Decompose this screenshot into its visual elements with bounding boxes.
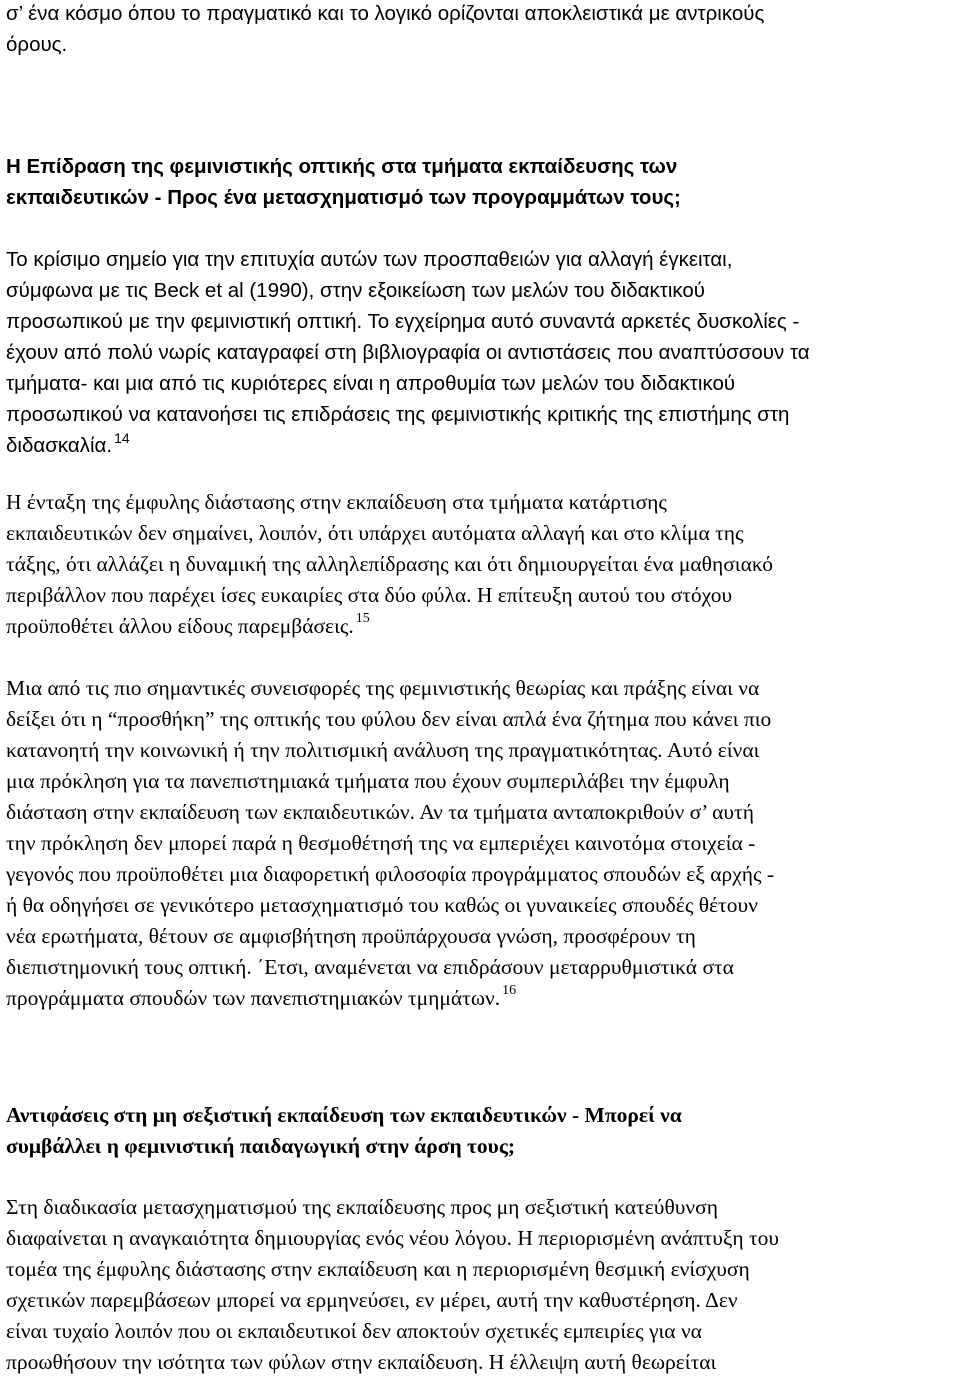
text-line: προσωπικού με την φεμινιστική οπτική. Το εγχείρημα αυτό συναντά αρκετές δυσκολίες -	[6, 310, 800, 333]
text-line: ή θα οδηγήσει σε γενικότερο μετασχηματισμό του καθώς οι γυναικείες σπουδές θέτουν	[6, 893, 758, 917]
text-line: προγράμματα σπουδών των πανεπιστημιακών τμημάτων. $^{16}$	[6, 983, 517, 1010]
text-line: σύμφωνα με τις Beck et al (1990), στην εξοικείωση των μελών του διδακτικού	[6, 279, 705, 302]
text-line: περιβάλλον που παρέχει ίσες ευκαιρίες στα δύο φύλα. Η επίτευξη αυτού του στόχου	[6, 583, 733, 607]
heading-line: Η Επίδραση της φεμινιστικής οπτικής στα τμήματα εκπαίδευσης των	[6, 155, 678, 178]
text-line: τάξης, ότι αλλάζει η δυναμική της αλληλεπίδρασης και ότι δημιουργείται ένα μαθησιακό	[6, 552, 773, 576]
text-line: διαφαίνεται η αναγκαιότητα δημιουργίας ενός νέου λόγου. Η περιορισμένη ανάπτυξη του	[6, 1226, 780, 1250]
text-line: τομέα της έμφυλης διάστασης στην εκπαίδευση και η περιορισμένη θεσμική ενίσχυση	[6, 1257, 750, 1281]
text-line: Στη διαδικασία μετασχηματισμού της εκπαίδευσης προς μη σεξιστική κατεύθυνση	[6, 1195, 718, 1219]
paragraph-critical-point	[6, 244, 956, 461]
text-line: διάσταση στην εκπαίδευση των εκπαιδευτικών. Αν τα τμήματα ανταποκριθούν σ’ αυτή	[6, 800, 754, 824]
footnote-marker: 15	[355, 611, 370, 626]
text-line: έχουν από πολύ νωρίς καταγραφεί στη βιβλιογραφία οι αντιστάσεις που αναπτύσσουν τα	[6, 341, 810, 364]
text-line: διδασκαλία. $^{14}$	[6, 430, 130, 457]
text-line: σ’ ένα κόσμο όπου το πραγματικό και το λογικό ορίζονται αποκλειστικά με αντρικούς	[6, 2, 765, 25]
text-line: κατανοητή την κοινωνική ή την πολιτισμική ανάλυση της πραγματικότητας. Αυτό είναι	[6, 738, 760, 762]
text-line: τμήματα- και μια από τις κυριότερες είναι η απροθυμία των μελών του διδακτικού	[6, 372, 736, 395]
footnote-marker: 16	[502, 983, 517, 998]
text-line: προϋποθέτει άλλου είδους παρεμβάσεις. $^{15}$	[6, 611, 370, 638]
text-line: Το κρίσιμο σημείο για την επιτυχία αυτών των προσπαθειών για αλλαγή έγκειται,	[6, 248, 733, 271]
text-line: Η ένταξη της έμφυλης διάστασης στην εκπαίδευση στα τμήματα κατάρτισης	[6, 490, 667, 514]
section-heading-contradictions	[6, 1100, 956, 1162]
text-line: γεγονός που προϋποθέτει μια διαφορετική φιλοσοφία προγράμματος σπουδών εξ αρχής -	[6, 862, 775, 886]
paragraph-feminist-contribution	[6, 673, 956, 1014]
text-line: είναι τυχαίο λοιπόν που οι εκπαιδευτικοί δεν αποκτούν σχετικές εμπειρίες για να	[6, 1319, 702, 1343]
text-line: εκπαιδευτικών δεν σημαίνει, λοιπόν, ότι υπάρχει αυτόματα αλλαγή και στο κλίμα της	[6, 521, 744, 545]
paragraph-transformation-process	[6, 1192, 956, 1378]
heading-line: εκπαιδευτικών - Προς ένα μετασχηματισμό των προγραμμάτων τους;	[6, 186, 681, 209]
heading-line: συμβάλλει η φεμινιστική παιδαγωγική στην άρση τους;	[6, 1134, 516, 1158]
text-line: όρους.	[6, 33, 68, 56]
text-line: Μια από τις πιο σημαντικές συνεισφορές της φεμινιστικής θεωρίας και πράξης είναι να	[6, 676, 760, 700]
section-heading-feminist-perspective	[6, 151, 956, 213]
text-line: την πρόκληση δεν μπορεί παρά η θεσμοθέτησή της να εμπεριέχει καινοτόμα στοιχεία -	[6, 831, 756, 855]
paragraph-gender-integration	[6, 487, 956, 642]
intro-paragraph	[6, 0, 956, 60]
heading-line: Αντιφάσεις στη μη σεξιστική εκπαίδευση των εκπαιδευτικών - Μπορεί να	[6, 1103, 682, 1127]
text-line: διεπιστημονική τους οπτική. ΄Ετσι, αναμένεται να επιδράσουν μεταρρυθμιστικά στα	[6, 955, 734, 979]
text-line: νέα ερωτήματα, θέτουν σε αμφισβήτηση προϋπάρχουσα γνώση, προσφέρουν τη	[6, 924, 696, 948]
text-line: προωθήσουν την ισότητα των φύλων στην εκπαίδευση. Η έλλειψη αυτή θεωρείται	[6, 1350, 717, 1374]
text-line: μια πρόκληση για τα πανεπιστημιακά τμήματα που έχουν συμπεριλάβει την έμφυλη	[6, 769, 730, 793]
text-line: δείξει ότι η “προσθήκη” της οπτικής του φύλου δεν είναι απλά ένα ζήτημα που κάνει πιο	[6, 707, 772, 731]
footnote-marker: 14	[114, 430, 130, 446]
text-line: σχετικών παρεμβάσεων μπορεί να ερμηνεύσει, εν μέρει, αυτή την καθυστέρηση. Δεν	[6, 1288, 738, 1312]
text-line: προσωπικού να κατανοήσει τις επιδράσεις της φεμινιστικής κριτικής της επιστήμης στη	[6, 403, 790, 426]
